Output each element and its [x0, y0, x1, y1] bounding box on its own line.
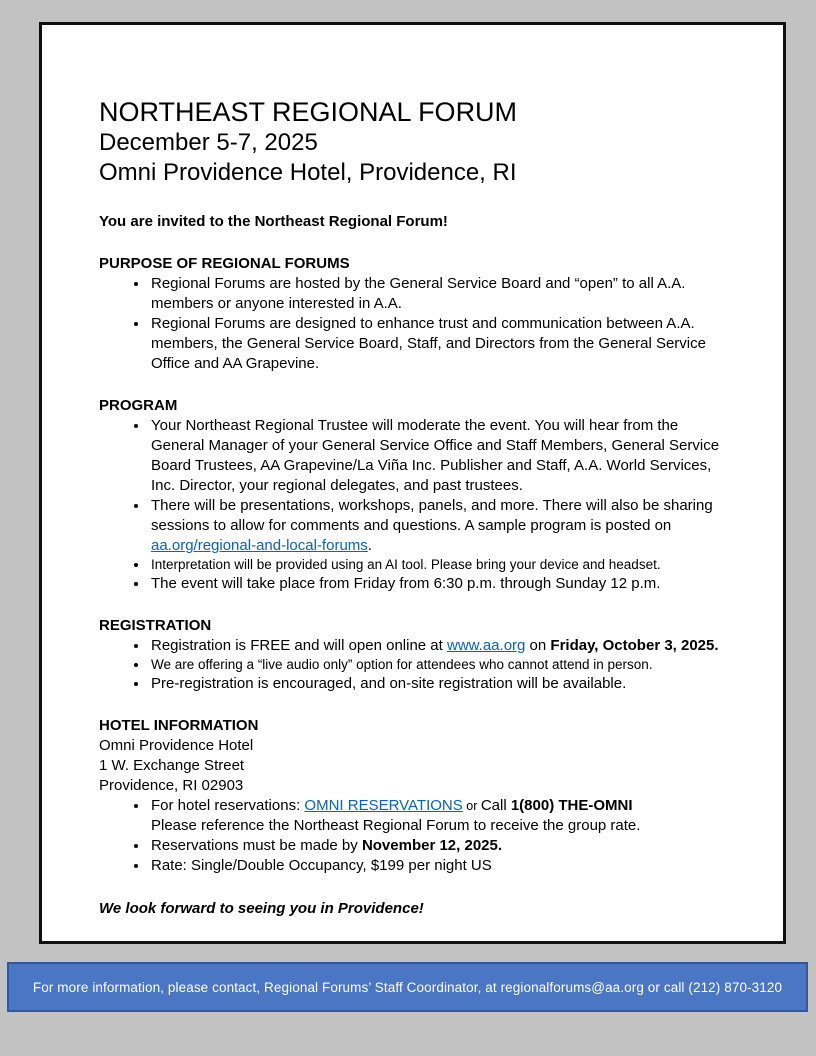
page-title: NORTHEAST REGIONAL FORUM	[99, 97, 518, 127]
purpose-bullet-1: • Regional Forums are hosted by the General Service Board and “open” to all A.A. members or anyone interested in A.A.	[149, 274, 725, 314]
hotel-bullet-2-text: Reservations must be made by	[151, 837, 362, 854]
hotel-bullet-1	[149, 796, 725, 836]
registration-heading: REGISTRATION	[99, 617, 212, 634]
hotel-street: 1 W. Exchange Street	[99, 757, 245, 774]
program-bullet-2-suffix: .	[367, 537, 372, 554]
registration-bullet-1	[149, 636, 725, 656]
reservation-deadline: November 12, 2025.	[361, 837, 503, 854]
registration-bullet-3	[149, 674, 725, 694]
hotel-bullet-3	[149, 856, 725, 876]
hotel-bullet-1-call: Call	[480, 797, 511, 814]
program-bullet-2	[149, 496, 725, 556]
purpose-list	[99, 274, 725, 374]
purpose-bullet-2: • Regional Forums are designed to enhance trust and communication between A.A. members, the General Service Board, Staff, and Directors from the General Service Office and AA Grapevine.	[149, 314, 725, 374]
hotel-bullet-1-line2: Please reference the Northeast Regional Forum to receive the group rate.	[151, 817, 641, 834]
event-date: December 5-7, 2025	[99, 129, 318, 156]
program-bullet-1	[149, 416, 725, 496]
registration-open-date: Friday, October 3, 2025.	[550, 637, 719, 654]
hotel-heading: HOTEL INFORMATION	[99, 717, 259, 734]
program-bullet-1-text: Your Northeast Regional Trustee will moderate the event. You will hear from the General Manager of your General Service Office and Staff Members, General Service Board Trustees, AA Grapevine/La Viña Inc. Publisher and Staff, A.A. World Services, Inc. Director, your regional delegates, and past trustees.	[151, 417, 720, 494]
aa-org-link[interactable]: www.aa.org	[447, 637, 526, 654]
registration-bullet-3-text: Pre-registration is encouraged, and on-site registration will be available.	[151, 675, 627, 692]
omni-reservations-link[interactable]: OMNI RESERVATIONS	[304, 797, 463, 814]
hotel-list	[99, 796, 725, 876]
hotel-bullet-1-or: or	[462, 799, 481, 813]
program-bullet-2-text: There will be presentations, workshops, panels, and more. There will also be sharing sessions to allow for comments and questions. A sample program is posted on	[151, 497, 717, 534]
program-bullet-3-text: Interpretation will be provided using an AI tool. Please bring your device and headset.	[151, 557, 661, 572]
registration-bullet-1-mid: on	[525, 637, 551, 654]
purpose-heading: PURPOSE OF REGIONAL FORUMS	[99, 255, 350, 272]
footer-banner	[7, 962, 808, 1012]
hotel-bullet-3-text: Rate: Single/Double Occupancy, $199 per night US	[151, 857, 492, 874]
hotel-bullet-1-text: For hotel reservations:	[151, 797, 305, 814]
registration-bullet-1-text: Registration is FREE and will open online at	[151, 637, 447, 654]
closing-line: We look forward to seeing you in Providence!	[99, 900, 424, 917]
program-heading: PROGRAM	[99, 397, 178, 414]
hotel-city: Providence, RI 02903	[99, 777, 244, 794]
registration-bullet-2-text: We are offering a “live audio only” option for attendees who cannot attend in person.	[151, 657, 653, 672]
hotel-bullet-2	[149, 836, 725, 856]
registration-bullet-2	[149, 656, 725, 674]
hotel-name: Omni Providence Hotel	[99, 737, 254, 754]
sample-program-link[interactable]: aa.org/regional-and-local-forums	[151, 537, 368, 554]
hotel-phone: 1(800) THE-OMNI	[510, 797, 633, 814]
document-page	[39, 22, 786, 944]
invitation-line: You are invited to the Northeast Regional Forum!	[99, 213, 448, 230]
footer-contact-text: For more information, please contact, Regional Forums’ Staff Coordinator, at regionalforums@aa.org or call (212) 870-3120	[32, 979, 783, 995]
program-bullet-4-text: The event will take place from Friday from 6:30 p.m. through Sunday 12 p.m.	[151, 575, 661, 592]
registration-list	[99, 636, 725, 694]
event-location: Omni Providence Hotel, Providence, RI	[99, 159, 517, 186]
program-bullet-4	[149, 574, 725, 594]
header-block	[99, 97, 725, 188]
document-content	[42, 25, 783, 919]
program-list	[99, 416, 725, 594]
program-bullet-3	[149, 556, 725, 574]
